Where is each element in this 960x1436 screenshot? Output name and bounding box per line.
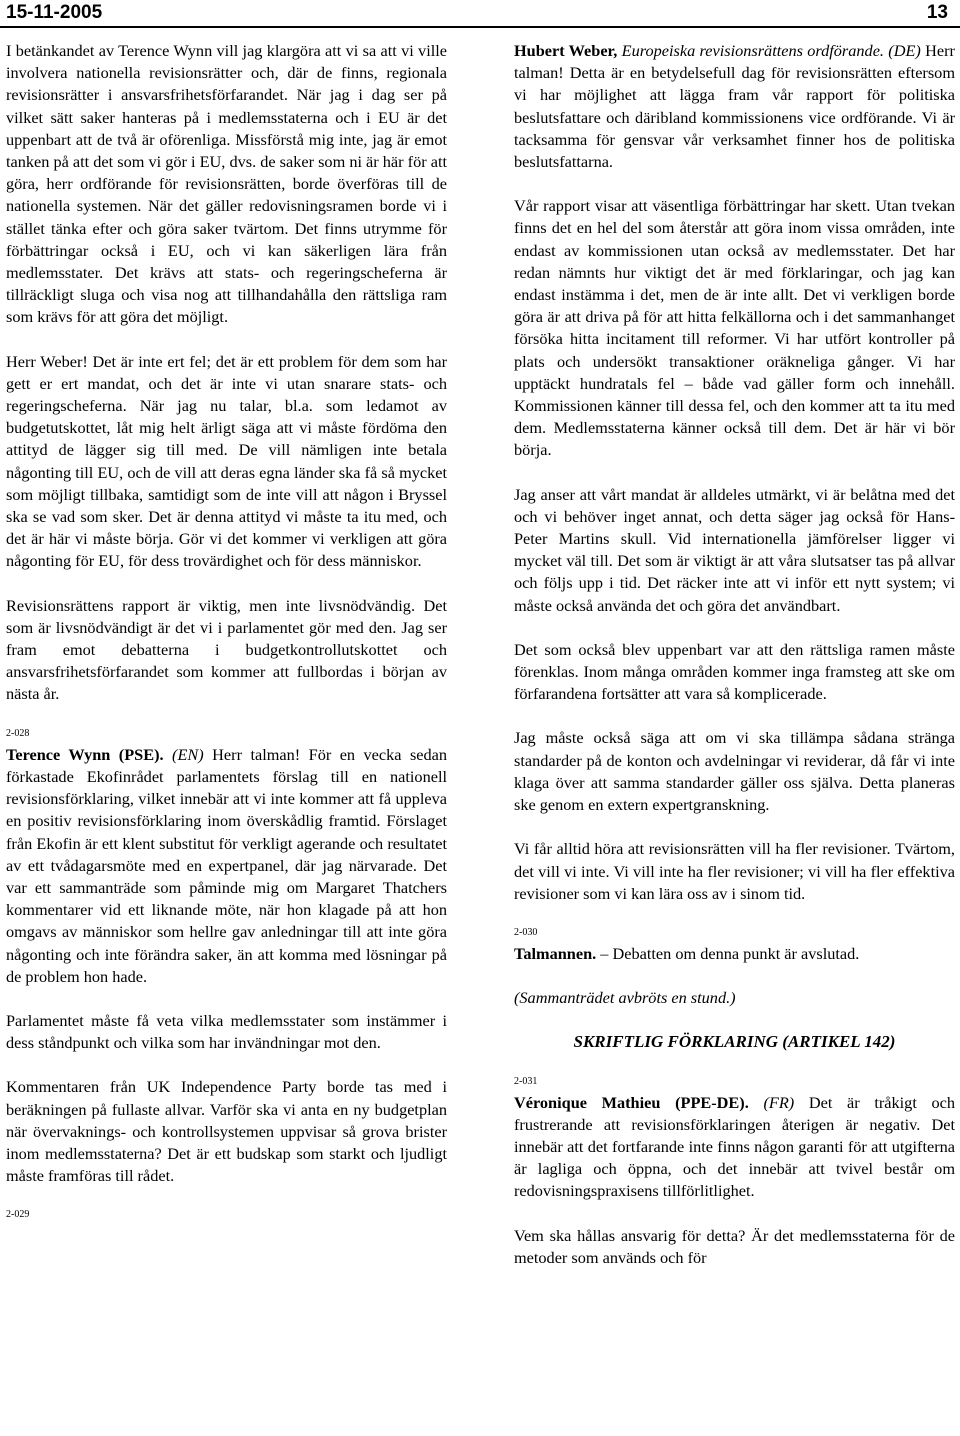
- right-column: [514, 40, 955, 1291]
- speaker-name: Talmannen.: [514, 943, 597, 963]
- speech-text: Herr talman! Detta är en betydelsefull dag för revisionsrätten eftersom vi har möjlighet att lägga fram vår rapport för politiska beslutsfattare och däribland kommissionens vice ordförande. Vi är tacksamma för gensvar vår verksamhet finner hos de politiska beslutsfattarna.: [514, 41, 955, 172]
- language-tag: (FR): [763, 1092, 795, 1112]
- speech-mathieu: [514, 1092, 955, 1203]
- speaker-name: Terence Wynn (PSE).: [6, 744, 164, 764]
- paragraph: Kommentaren från UK Independence Party borde tas med i beräkningen på fullaste allvar. Varför ska vi anta en ny budgetplan när övervaknings- och kontrollsystemen uppvisar så grova brister inom medlemsstaterna? Det är ett budskap som starkt och ljudligt måste framföras till rådet.: [6, 1077, 447, 1186]
- paragraph: Parlamentet måste få veta vilka medlemsstater som instämmer i dess ståndpunkt och vilka som har invändningar mot den.: [6, 1010, 447, 1053]
- page-header: [0, 0, 960, 28]
- page-number: 13: [926, 2, 948, 23]
- speech-talman: [514, 943, 955, 965]
- item-number: 2-030: [514, 926, 538, 938]
- speaker-name: Hubert Weber,: [514, 41, 618, 60]
- paragraph: Revisionsrättens rapport är viktig, men inte livsnödvändig. Det som är livsnödvändigt är det vi i parlamentet gör med den. Jag ser fram emot debatterna i budgetkontrollutskottet och ansvarsfrihetsförfarandet som kommer att fullbordas i början av nästa år.: [6, 595, 447, 704]
- section-title: SKRIFTLIG FÖRKLARING (ARTIKEL 142): [573, 1032, 896, 1052]
- speaker-name: Véronique Mathieu (PPE-DE).: [514, 1092, 749, 1112]
- speech-weber: [514, 40, 955, 173]
- paragraph: Jag anser att vårt mandat är alldeles utmärkt, vi är belåtna med det och vi behöver inget annat, och detta säger jag också för Hans-Peter Martins skull. Vid internationella jämförelser ligger vi mycket väl till. Det som är viktigt är att våra slutsatser tas på allvar och följs upp i tid. Det räcker inte att vi inför ett nytt system; vi måste också använda det och göra det användbart.: [514, 484, 955, 615]
- header-date: 15-11-2005: [6, 2, 103, 23]
- paragraph: I betänkandet av Terence Wynn vill jag klargöra att vi sa att vi ville involvera nationella revisionsrätter och, där de finns, regionala revisionsrätter i ansvarsfrihetsförfarandet. När jag i dag ser på vilket sätt saker hanteras på i medlemsstaterna och i EU är det uppenbart att de två är oförenliga. Missförstå mig inte, jag är emot tanken på att det som vi gör i EU, dvs. de saker som ni är här för att göra, herr ordförande för revisionsrätten, borde överföras till de nationella systemen. När det gäller redovisningsramen borde vi i stället tänka efter och göra saker tvärtom. Det finns utrymme för förbättringar också i EU, och vi kan säkerligen lära från medlemsstater. Det krävs att stats- och regeringscheferna är tillräckligt sluga och visa nog att tillhandahålla den rättsliga ram som krävs för att göra det möjligt.: [6, 41, 447, 327]
- speech-text: – Debatten om denna punkt är avslutad.: [600, 943, 860, 963]
- paragraph: Vår rapport visar att väsentliga förbättringar har skett. Utan tvekan finns det en hel del som återstår att göra inom vissa områden, inte endast av kommissionen utan också av medlemsstater. Det har redan nämnts hur viktigt det är med förklaringar, och jag kan endast instämma i det, men de är inte allt. Det vi verkligen borde göra är att driva på för att hitta felkällorna och i det sammanhanget försöka hitta incitament till reformer. Vi har utfört kontroller på plats och undersökt transaktioner oräkneliga gånger. Vi har upptäckt hundratals fel – både vad gäller form och innehåll. Kommissionen känner till dessa fel, och den kommer att ta itu med dem. Medlemsstaterna känner också till dem. Det är här vi bör börja.: [514, 196, 955, 460]
- item-number: 2-028: [6, 727, 30, 739]
- paragraph: Herr Weber! Det är inte ert fel; det är ett problem för dem som har gett er ert mandat, och det är inte vi utan snarare stats- och regeringscheferna. När jag nu talar, bl.a. som ledamot av budgetutskottet, låt mig helt ärligt säga att vi måste fördöma den attityd de lägger sig till med. De vill nämligen inte betala någonting till EU, och de vill att deras egna länder ska få så mycket som möjligt tillbaka, samtidigt som de inte vill att någon i Bryssel ska se vad som sker. Det är denna attityd vi måste ta itu med, och det är här vi måste börja. Gör vi det kommer vi verkligen att göra någonting för EU, för dess trovärdighet och för dess människor.: [6, 351, 447, 571]
- speech-wynn: [6, 744, 447, 988]
- paragraph: Jag måste också säga att om vi ska tillämpa sådana stränga standarder på de konton och avdelningar vi reviderar, då får vi inte klaga över att samma standarder gäller oss själva. Detta planeras ske genom en extern expertgranskning.: [514, 728, 955, 815]
- left-column: [6, 40, 447, 1225]
- session-note: (Sammanträdet avbröts en stund.): [514, 988, 736, 1008]
- paragraph: Vem ska hållas ansvarig för detta? Är det medlemsstaterna för de metoder som används och för: [514, 1225, 955, 1267]
- item-number: 2-031: [514, 1075, 538, 1087]
- paragraph: Det som också blev uppenbart var att den rättsliga ramen måste förenklas. Inom många områden kommer inga framsteg att ske om förfarandena fortsätter att vara så komplicerade.: [514, 639, 955, 704]
- speaker-role: Europeiska revisionsrättens ordförande. (DE): [621, 41, 921, 60]
- paragraph: Vi får alltid höra att revisionsrätten vill ha fler revisioner. Tvärtom, det vill vi inte. Vi vill inte ha fler revisioner; vi vill ha fler effektiva revisioner som vi kan lära oss av i sinom tid.: [514, 839, 955, 903]
- item-number: 2-029: [6, 1209, 30, 1221]
- speech-text: Herr talman! För en vecka sedan förkastade Ekofinrådet parlamentets förslag till en nationell revisionsförklaring, vilket innebär att vi inte kommer att få uppleva en positiv revisionsförklaring inom överskådlig framtid. Förslaget från Ekofin är ett klent substitut för verkligt agerande och resultatet av ett tvådagarsmöte med en expertpanel, där jag närvarade. Det var ett sammanträde som påminde mig om Margaret Thatchers kommentarer vid ett liknande möte, när hon klagade på att hon omgavs av människor som hellre gav anledningar till att inte göra någonting och inte förändra saker, än att komma med lösningar på de problem hon hade.: [6, 744, 448, 986]
- language-tag: (EN): [172, 744, 204, 764]
- speech-text: Det är tråkigt och frustrerande att revisionsförklaringen återigen är negativ. Det innebär att det fortfarande inte finns någon garanti för att utgifterna är lagliga och öppna, och det innebär att tvivel består om redovisningspraxisens tillförlitlighet.: [514, 1092, 956, 1201]
